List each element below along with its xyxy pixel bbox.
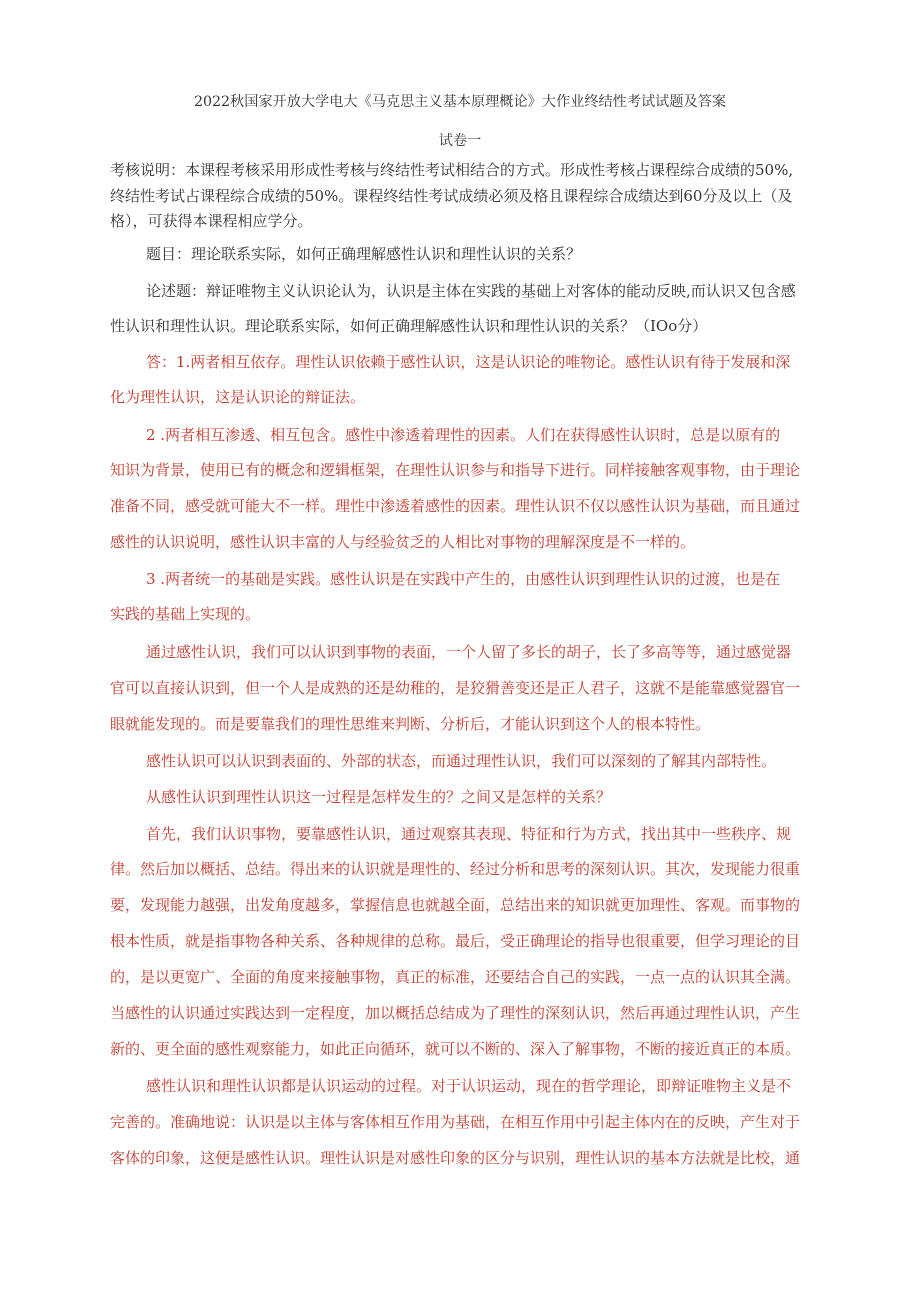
answer-line: 感性认识可以认识到表面的、外部的状态，而通过理性认识，我们可以深刻的了解其内部特性。 <box>146 752 777 770</box>
answer-line: 的，是以更宽广、全面的角度来接触事物，真正的标准，还要结合自己的实践，一点一点的认识其全满。 <box>110 968 801 986</box>
answer-line: 通过感性认识，我们可以认识到事物的表面，一个人留了多长的胡子，长了多高等等，通过感觉器 <box>146 643 792 661</box>
intro-line: 终结性考试占课程综合成绩的50%。课程终结性考试成绩必须及格且课程综合成绩达到60分及以上（及 <box>110 187 793 205</box>
answer-line: 化为理性认识，这是认识论的辩证法。 <box>110 388 366 406</box>
answer-line: 知识为背景，使用已有的概念和逻辑框架，在理性认识参与和指导下进行。同样接触客观事物，由于理论 <box>110 461 801 479</box>
answer-line: 官可以直接认识到，但一个人是成熟的还是幼稚的，是狡猾善变还是正人君子，这就不是能靠感觉器官一 <box>110 679 801 697</box>
answer-line: 要，发现能力越强，出发角度越多，掌握信息也就越全面，总结出来的知识就更加理性、客观。而事物的 <box>110 896 801 914</box>
answer-line: 律。然后加以概括、总结。得出来的认识就是理性的、经过分析和思考的深刻认识。其次，发现能力很重 <box>110 860 801 878</box>
answer-line: 新的、更全面的感性观察能力，如此正向循环，就可以不断的、深入了解事物，不断的接近真正的本质。 <box>110 1040 801 1058</box>
essay-line: 论述题：辩证唯物主义认识论认为，认识是主体在实践的基础上对客体的能动反映,而认识又包含感 <box>146 282 796 300</box>
answer-line: 答：1.两者相互依存。理性认识依赖于感性认识，这是认识论的唯物论。感性认识有待于发展和深 <box>146 353 791 371</box>
answer-line: 从感性认识到理性认识这一过程是怎样发生的？之间又是怎样的关系？ <box>146 788 612 806</box>
answer-line: 实践的基础上实现的。 <box>110 605 261 623</box>
answer-line: 准备不同，感受就可能大不一样。理性中渗透着感性的因素。理性认识不仅以感性认识为基础，而且通过 <box>110 497 801 515</box>
document-title: 2022秋国家开放大学电大《马克思主义基本原理概论》大作业终结性考试试题及答案 <box>193 94 727 110</box>
intro-line: 考核说明：本课程考核采用形成性考核与终结性考试相结合的方式。形成性考核占课程综合成绩的50%, <box>110 161 794 179</box>
answer-line: 3 .两者统一的基础是实践。感性认识是在实践中产生的，由感性认识到理性认识的过渡，也是在 <box>146 570 781 588</box>
answer-line: 2 .两者相互渗透、相互包含。感性中渗透着理性的因素。人们在获得感性认识时，总是以原有的 <box>146 426 781 444</box>
topic-line: 题目：理论联系实际，如何正确理解感性认识和理性认识的关系？ <box>146 245 582 263</box>
answer-line: 完善的。准确地说：认识是以主体与客体相互作用为基础，在相互作用中引起主体内在的反映，产生对于 <box>110 1113 801 1131</box>
answer-line: 感性认识和理性认识都是认识运动的过程。对于认识运动，现在的哲学理论，即辩证唯物主义是不 <box>146 1077 792 1095</box>
document-subtitle: 试卷一 <box>438 133 482 149</box>
answer-line: 根本性质，就是指事物各种关系、各种规律的总称。最后，受正确理论的指导也很重要，但学习理论的目 <box>110 932 801 950</box>
answer-line: 客体的印象，这便是感性认识。理性认识是对感性印象的区分与识别，理性认识的基本方法就是比校，通 <box>110 1149 801 1167</box>
intro-line: 格），可获得本课程相应学分。 <box>110 212 313 230</box>
answer-line: 眼就能发现的。而是要靠我们的理性思维来判断、分析后，才能认识到这个人的根本特性。 <box>110 715 711 733</box>
answer-line: 首先，我们认识事物，要靠感性认识，通过观察其表现、特征和行为方式，找出其中一些秩序、规 <box>146 825 792 843</box>
answer-line: 感性的认识说明，感性认识丰富的人与经验贫乏的人相比对事物的理解深度是不一样的。 <box>110 533 696 551</box>
essay-line: 性认识和理性认识。理论联系实际，如何正确理解感性认识和理性认识的关系？（IOo分） <box>110 317 708 335</box>
answer-line: 当感性的认识通过实践达到一定程度，加以概括总结成为了理性的深刻认识，然后再通过理性认识，产生 <box>110 1004 801 1022</box>
